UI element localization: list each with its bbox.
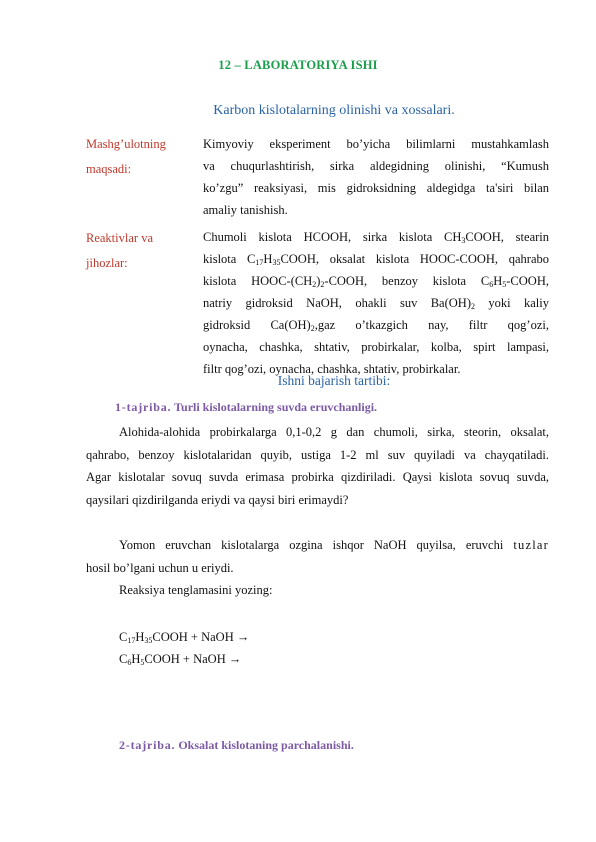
- document-subtitle: Karbon kislotalarning olinishi va xossalari.: [213, 103, 455, 118]
- paragraph-line: Alohida-alohida probirkalarga 0,1-0,2 g dan chumoli, sirka, steorin, oksalat,: [119, 425, 549, 439]
- experiment-1-title: [115, 400, 377, 415]
- goal-line: ko’zgu” reaksiyasi, mis gidroksidning aldegidga ta'siri bilan: [203, 181, 549, 195]
- reagents-label: [86, 226, 196, 276]
- reaction-equation-1: $C_{17}H_{35}COOH$ + NaOH →: [119, 630, 250, 645]
- procedure-title: Ishni bajarish tartibi:: [277, 373, 391, 388]
- reagents-line: kislota $C_{17}H_{35}COOH$, oksalat kislota HOOC-COOH, qahrabo: [203, 252, 550, 267]
- goal-line: Kimyoviy eksperiment bo’yicha bilimlarni mustahkamlash: [203, 137, 549, 151]
- paragraph-line: Agar kislotalar sovuq suvda erimasa probirka qizdiriladi. Qaysi kislota sovuq suvda,: [86, 470, 549, 484]
- lab-title: 12 – LABORATORIYA ISHI: [218, 58, 378, 72]
- experiment-1-name: Turli kislotalarning suvda eruvchanligi.: [171, 400, 378, 414]
- goal-line: amaliy tanishish.: [203, 203, 288, 217]
- paragraph-line: qahrabo, benzoy kislotalaridan quyib, ustiga 1-2 ml suv quyiladi va chayqatiladi.: [86, 447, 549, 462]
- reagents-label-line: jihozlar:: [86, 256, 128, 270]
- instruction-paragraph: [86, 579, 549, 602]
- goal-label-line: Mashg’ulotning: [86, 137, 166, 151]
- reagents-line: natriy gidroksid NaOH, ohakli suv $Ba(OH)_2$ yoki kaliy: [203, 296, 549, 311]
- reagents-text: [203, 226, 549, 380]
- solubility-paragraph: [86, 534, 549, 579]
- goal-label: [86, 132, 196, 182]
- reagents-line: oynacha, chashka, shtativ, probirkalar, kolba, spirt lampasi,: [203, 340, 549, 354]
- paragraph-line: Yomon eruvchan kislotalarga ozgina ishqor NaOH quyilsa, eruvchi tuzlar: [119, 538, 549, 552]
- experiment-2-name: Oksalat kislotaning parchalanishi.: [175, 738, 354, 752]
- paragraph-line: Reaksiya tenglamasini yozing:: [119, 583, 273, 597]
- paragraph-line: qaysilari qizdirilganda eriydi va qaysi biri erimaydi?: [86, 492, 349, 507]
- experiment-2-title: [119, 738, 354, 753]
- experiment-2-number: 2-tajriba.: [119, 738, 176, 752]
- reagents-line: kislota HOOC-$(CH_2)_2$-COOH, benzoy kislota $C_6H_5$-COOH,: [203, 274, 549, 289]
- goal-line: va chuqurlashtirish, sirka aldegidning olinishi, “Kumush: [203, 159, 549, 173]
- reagents-label-line: Reaktivlar va: [86, 231, 153, 245]
- salts-term: tuzlar: [513, 538, 549, 552]
- paragraph-line: hosil bo’lgani uchun u eriydi.: [86, 560, 234, 575]
- reagents-line: filtr qog’ozi, oynacha, chashka, shtativ, probirkalar.: [203, 362, 461, 376]
- goal-label-line: maqsadi:: [86, 162, 132, 176]
- reagents-line: Chumoli kislota HCOOH, sirka kislota $CH_3COOH$, stearin: [203, 230, 549, 245]
- reagents-line: gidroksid $Ca(OH)_2,gaz$ o’tkazgich nay, filtr qog’ozi,: [203, 318, 549, 333]
- goal-text: [203, 133, 549, 221]
- reaction-equation-2: $C_6H_5COOH$ + NaOH →: [119, 652, 242, 667]
- experiment-1-number: 1-tajriba.: [115, 400, 172, 414]
- experiment-1-paragraph: [86, 421, 549, 511]
